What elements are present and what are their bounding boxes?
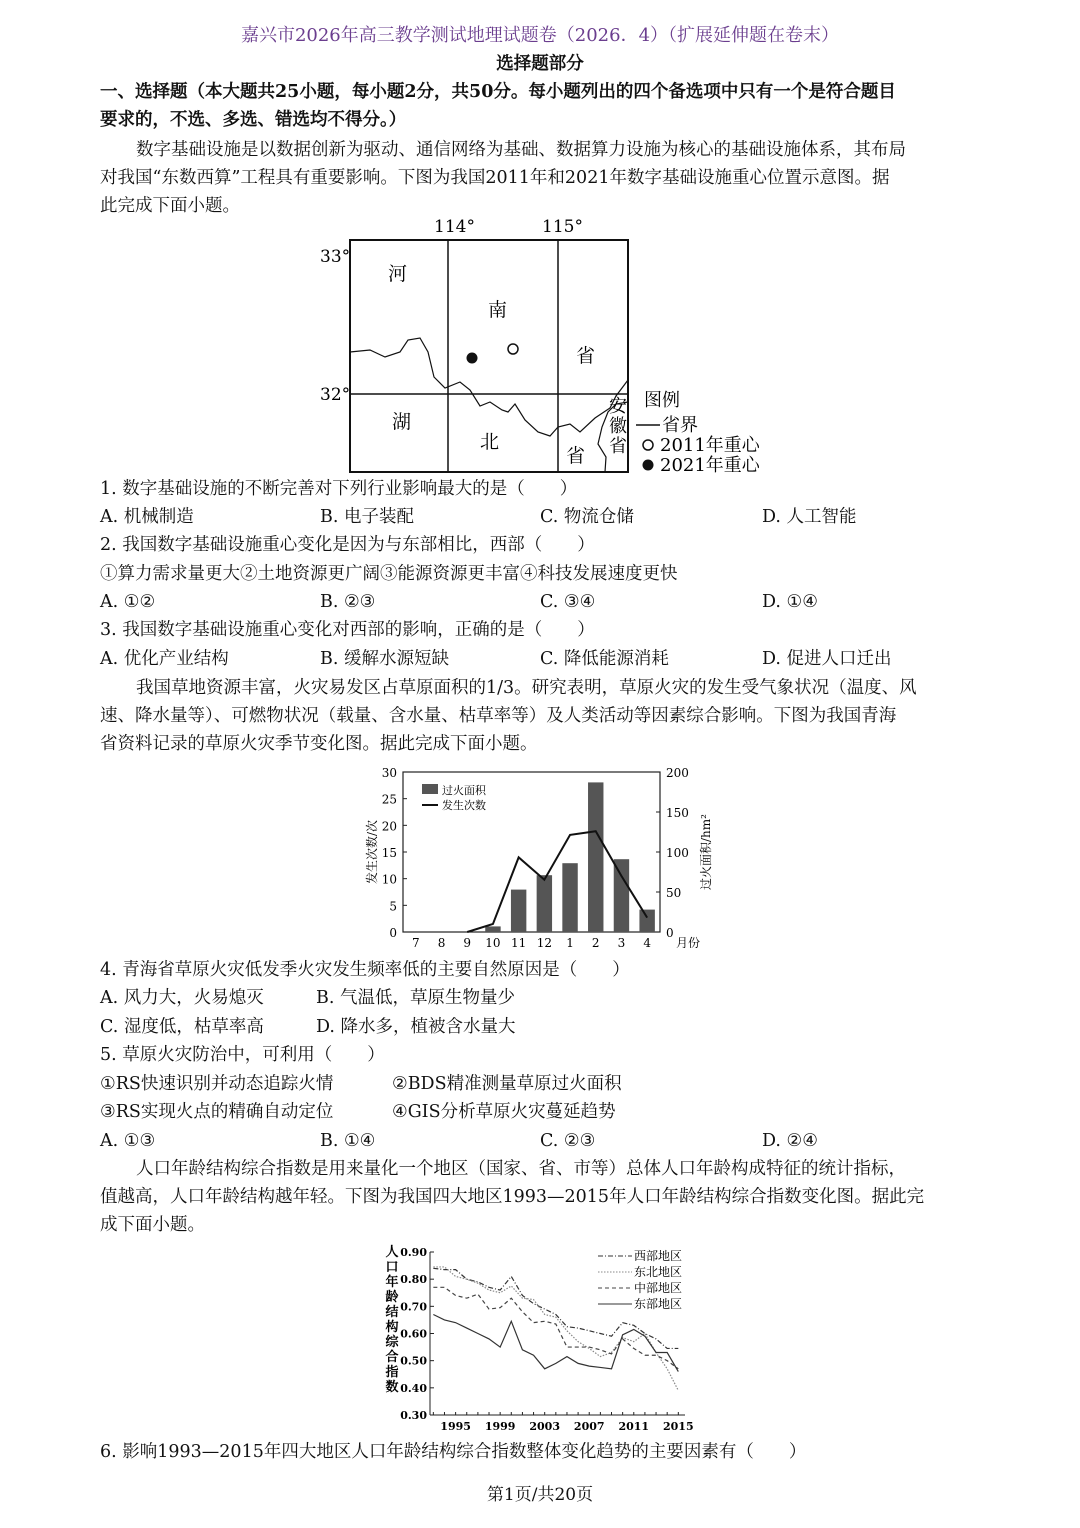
- x-tick-label: 2: [591, 936, 600, 950]
- x-tick-label: 10: [485, 936, 501, 950]
- passage-1: 对我国“东数西算”工程具有重要影响。下图为我国2011年和2021年数字基础设施重心位置示意图。据: [100, 168, 890, 188]
- legend-2011-icon: [643, 440, 653, 450]
- y-axis-label-char: 龄: [385, 1290, 399, 1305]
- x-tick-label: 9: [463, 936, 472, 950]
- x-tick-label: 1999: [484, 1420, 516, 1433]
- bar-burned-area: [537, 875, 552, 932]
- y-tick-label: 15: [381, 846, 397, 860]
- y-axis-label-char: 指: [385, 1365, 399, 1380]
- centroid-2011-marker: [508, 344, 518, 354]
- q4-option-a[interactable]: A. 风力大，火易熄灭: [100, 988, 264, 1008]
- y-tick-label: 0: [389, 926, 397, 940]
- y-axis-label-char: 构: [385, 1320, 399, 1335]
- q1-option-d[interactable]: D. 人工智能: [762, 507, 857, 527]
- bar-burned-area: [614, 859, 629, 932]
- fire-season-chart: [360, 760, 720, 950]
- y-tick-label: 0.40: [400, 1381, 427, 1395]
- y-tick-label: 0.90: [400, 1246, 427, 1259]
- y-axis-label-char: 口: [385, 1260, 399, 1275]
- map-label: 北: [480, 431, 500, 453]
- passage-3: 值越高，人口年龄结构越年轻。下图为我国四大地区1993—2015年人口年龄结构综合指数变化图。据此完: [100, 1187, 925, 1207]
- y-tick-label: 0.60: [400, 1327, 427, 1341]
- question-2: 2. 我国数字基础设施重心变化是因为与东部相比，西部（ ）: [100, 535, 595, 555]
- bar-burned-area: [485, 926, 500, 932]
- y2-tick-label: 100: [666, 846, 689, 860]
- legend-label: 东北地区: [634, 1265, 683, 1279]
- x-tick-label: 2007: [573, 1420, 605, 1433]
- y2-axis-label: 过火面积/hm²: [699, 814, 713, 890]
- passage-2: 省资料记录的草原火灾季节变化图。据此完成下面小题。: [100, 734, 538, 754]
- y2-tick-label: 0: [666, 926, 674, 940]
- map-label: 省: [576, 345, 596, 367]
- legend-item: 2021年重心: [660, 455, 760, 476]
- question-4: 4. 青海省草原火灾低发季火灾发生频率低的主要自然原因是（ ）: [100, 960, 630, 980]
- y-axis-label-char: 年: [385, 1275, 399, 1290]
- q5-option-d[interactable]: D. ②④: [762, 1131, 818, 1151]
- y2-tick-label: 50: [666, 886, 682, 900]
- question-6: 6. 影响1993—2015年四大地区人口年龄结构综合指数整体变化趋势的主要因素有（ ）: [100, 1442, 807, 1462]
- y-tick-label: 0.70: [400, 1300, 427, 1314]
- q5-option-a[interactable]: A. ①③: [100, 1131, 156, 1151]
- y-axis-label-char: 合: [385, 1350, 399, 1365]
- passage-1: 数字基础设施是以数据创新为驱动、通信网络为基础、数据算力设施为核心的基础设施体系，其布局: [136, 140, 906, 160]
- passage-3: 成下面小题。: [100, 1215, 205, 1235]
- y-tick-label: 0.50: [400, 1354, 427, 1368]
- passage-3: 人口年龄结构综合指数是用来量化一个地区（国家、省、市等）总体人口年龄构成特征的统计指标，: [136, 1159, 906, 1179]
- y-tick-label: 20: [381, 819, 397, 834]
- series-line: [433, 1314, 678, 1371]
- x-axis-label: 月份: [676, 936, 701, 950]
- location-map: [310, 212, 770, 478]
- question-5: 5. 草原火灾防治中，可利用（ ）: [100, 1045, 385, 1065]
- y2-tick-label: 150: [666, 806, 689, 820]
- y-tick-label: 0.30: [400, 1409, 427, 1422]
- y-tick-label: 0.80: [400, 1273, 427, 1287]
- bar-burned-area: [511, 890, 526, 932]
- map-label: 安: [609, 396, 627, 417]
- lon-label: 115°: [542, 217, 583, 237]
- q5-option-c[interactable]: C. ②③: [540, 1131, 596, 1151]
- page-title: 嘉兴市2026年高三教学测试地理试题卷（2026．4）（扩展延伸题在卷末）: [240, 25, 840, 46]
- passage-2: 速、降水量等）、可燃物状况（载量、含水量、枯草率等）及人类活动等因素综合影响。下图为我国青海: [100, 706, 897, 726]
- x-tick-label: 2015: [663, 1420, 694, 1433]
- q4-option-c[interactable]: C. 湿度低，枯草率高: [100, 1017, 264, 1037]
- section-heading-cont: 要求的，不选、多选、错选均不得分。）: [100, 110, 407, 130]
- legend-label: 东部地区: [634, 1297, 683, 1311]
- map-label: 省: [609, 436, 627, 457]
- legend-2021-icon: [643, 460, 654, 471]
- y-tick-label: 5: [389, 899, 397, 914]
- map-label: 河: [388, 263, 408, 285]
- map-label: 湖: [392, 411, 412, 433]
- y2-tick-label: 200: [666, 766, 689, 780]
- passage-2: 我国草地资源丰富，火灾易发区占草原面积的1/3。研究表明，草原火灾的发生受气象状况（温度、风: [136, 678, 917, 698]
- page-number: 第1页/共20页: [486, 1485, 594, 1505]
- x-tick-label: 8: [437, 936, 446, 950]
- y-axis-label-char: 数: [385, 1380, 399, 1395]
- legend-label: 过火面积: [442, 784, 486, 797]
- passage-1: 此完成下面小题。: [100, 196, 240, 216]
- x-tick-label: 2003: [529, 1420, 561, 1433]
- q5-item: ④GIS分析草原火灾蔓延趋势: [392, 1102, 616, 1122]
- q3-option-d[interactable]: D. 促进人口迁出: [762, 649, 892, 669]
- y-tick-label: 30: [381, 766, 397, 780]
- centroid-2021-marker: [467, 353, 478, 364]
- q2-items: ①算力需求量更大②土地资源更广阔③能源资源更丰富④科技发展速度更快: [100, 564, 678, 584]
- x-tick-label: 11: [511, 936, 527, 950]
- lat-label: 33°: [320, 247, 351, 267]
- x-tick-label: 1: [566, 936, 574, 950]
- q2-option-d[interactable]: D. ①④: [762, 592, 818, 612]
- legend-label: 发生次数: [442, 799, 486, 812]
- map-label: 南: [488, 299, 508, 321]
- q5-item: ③RS实现火点的精确自动定位: [100, 1102, 334, 1122]
- legend-title: 图例: [644, 390, 680, 411]
- bar-burned-area: [639, 910, 654, 932]
- section-subtitle: 选择题部分: [496, 54, 584, 74]
- legend-label: 西部地区: [634, 1249, 683, 1263]
- x-tick-label: 7: [412, 936, 420, 950]
- q2-option-c[interactable]: C. ③④: [540, 592, 596, 612]
- q3-option-b[interactable]: B. 缓解水源短缺: [320, 649, 449, 669]
- question-3: 3. 我国数字基础设施重心变化对西部的影响，正确的是（ ）: [100, 620, 595, 640]
- q4-option-d[interactable]: D. 降水多，植被含水量大: [316, 1017, 516, 1037]
- bar-burned-area: [588, 782, 603, 932]
- q2-option-b[interactable]: B. ②③: [320, 592, 376, 612]
- q3-option-c[interactable]: C. 降低能源消耗: [540, 649, 669, 669]
- x-tick-label: 3: [617, 936, 626, 950]
- lon-label: 114°: [434, 217, 475, 237]
- q1-option-c[interactable]: C. 物流仓储: [540, 507, 634, 527]
- question-1: 1. 数字基础设施的不断完善对下列行业影响最大的是（ ）: [100, 479, 578, 499]
- section-heading: 一、选择题（本大题共25小题，每小题2分，共50分。每小题列出的四个备选项中只有一个是符合题目: [100, 82, 896, 102]
- legend-item: 2011年重心: [660, 435, 760, 456]
- bar-burned-area: [562, 863, 577, 932]
- y-axis-label-char: 综: [385, 1335, 399, 1350]
- map-label: 省: [566, 445, 586, 467]
- x-tick-label: 12: [536, 936, 552, 950]
- q5-item: ①RS快速识别并动态追踪火情: [100, 1074, 334, 1094]
- y-axis-label-char: 人: [385, 1245, 399, 1260]
- y-tick-label: 10: [381, 872, 397, 887]
- lat-label: 32°: [320, 385, 351, 405]
- x-tick-label: 1995: [440, 1420, 471, 1433]
- q5-option-b[interactable]: B. ①④: [320, 1131, 376, 1151]
- legend-label: 中部地区: [634, 1281, 683, 1295]
- map-label: 徽: [609, 416, 627, 437]
- q1-option-a[interactable]: A. 机械制造: [100, 507, 194, 527]
- age-structure-chart: [380, 1240, 710, 1440]
- q3-option-a[interactable]: A. 优化产业结构: [100, 649, 229, 669]
- x-tick-label: 2011: [618, 1420, 650, 1433]
- q5-item: ②BDS精准测量草原过火面积: [392, 1074, 622, 1094]
- x-tick-label: 4: [643, 936, 651, 950]
- q1-option-b[interactable]: B. 电子装配: [320, 507, 414, 527]
- q4-option-b[interactable]: B. 气温低，草原生物量少: [316, 988, 515, 1008]
- y-axis-label: 发生次数/次: [365, 819, 379, 885]
- legend-bar-icon: [422, 784, 438, 794]
- y-axis-label-char: 结: [385, 1305, 399, 1320]
- legend-item: 省界: [662, 415, 698, 436]
- y-tick-label: 25: [381, 792, 397, 807]
- q2-option-a[interactable]: A. ①②: [100, 592, 156, 612]
